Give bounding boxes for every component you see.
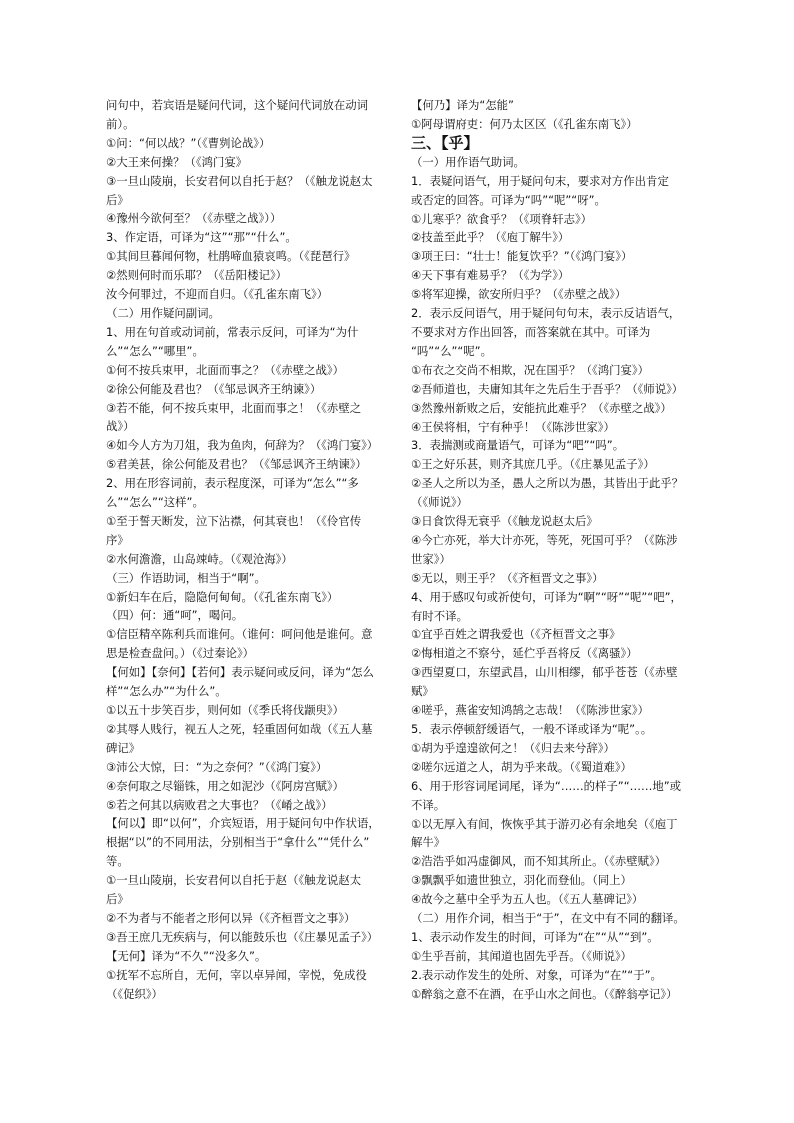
text-line: ④奈何取之尽锱铢，用之如泥沙（《阿房宫赋》） xyxy=(106,778,345,793)
text-line: ②大王来何操？（《鸿门宴》 xyxy=(106,154,248,169)
text-line: ①一旦山陵崩，长安君何以自托于赵（《触龙说赵太 xyxy=(106,873,362,888)
text-line: ①信臣精卒陈利兵而谁何。（谁何：呵问他是谁何。意 xyxy=(106,627,373,642)
text-line: 1．表疑问语气，用于疑问句末，要求对方作出肯定 xyxy=(411,173,669,188)
text-line: ②然则何时而乐耶？（《岳阳楼记》） xyxy=(106,268,288,283)
text-line: 1、用在句首或动词前，常表示反问，可译为“为什 xyxy=(106,324,359,339)
text-line: ②嗟尔远道之人，胡为乎来哉。（《蜀道难》） xyxy=(411,759,632,774)
text-line: ①问：“何以战？”（《曹刿论战》） xyxy=(106,135,271,150)
text-line: （《促织》） xyxy=(106,986,163,1001)
text-line: ③一旦山陵崩，长安君何以自托于赵？（《触龙说赵太 xyxy=(106,173,373,188)
text-line: ②技盖至此乎？（《庖丁解牛》） xyxy=(411,230,570,245)
section-heading: 三、【乎】 xyxy=(411,133,479,152)
text-line: ③项王曰：“壮士！能复饮乎？”（《鸿门宴》） xyxy=(411,249,633,264)
text-line: （二）用作疑问副词。 xyxy=(106,305,220,320)
text-line: ①阿母谓府吏：何乃太区区（《孔雀东南飞》） xyxy=(411,116,638,131)
text-line: ①以五十步笑百步，则何如（《季氏将伐颛臾》） xyxy=(106,703,345,717)
text-line: ④故今之墓中全乎为五人也。（《五人墓碑记》） xyxy=(411,892,644,907)
text-line: ④天下事有难易乎？（《为学》） xyxy=(411,268,570,283)
text-line: 样”“怎么办”“为什么”。 xyxy=(106,684,227,699)
text-line: 赋》 xyxy=(411,684,434,699)
text-line: ④豫州今欲何至？（《赤壁之战》）） xyxy=(106,211,282,226)
text-line: ⑤无以，则王乎？（《齐桓晋文之事》） xyxy=(411,570,604,585)
text-line: ③然豫州新败之后，安能抗此难乎？（《赤壁之战》） xyxy=(411,400,672,415)
text-line: ①新妇车在后，隐隐何甸甸。（《孔雀东南飞》） xyxy=(106,589,339,604)
text-line: ③飘飘乎如遗世独立，羽化而登仙。（同上） xyxy=(411,873,632,888)
text-line: ③吾王庶几无疾病与，何以能鼓乐也（《庄暴见孟子》） xyxy=(106,929,379,944)
text-line: （四）何：通“呵”，喝问。 xyxy=(106,608,244,623)
text-line: ①布衣之交尚不相欺，况在国乎？（《鸿门宴》） xyxy=(411,362,650,377)
text-line: 战》） xyxy=(106,419,135,434)
text-line: 6、用于形容词尾词尾，译为“……的样子”“……地”或 xyxy=(411,778,682,793)
text-line: ②吾师道也，夫庸知其年之先后生于吾乎？（《师说》） xyxy=(411,381,684,396)
text-line: 3．表揣测或商量语气，可译为“吧”“吗”。 xyxy=(411,438,625,453)
text-line: ①宜乎百姓之谓我爱也（《齐桓晋文之事》 xyxy=(411,627,621,642)
text-line: 序》 xyxy=(106,532,129,547)
text-line: ③若不能，何不按兵束甲，北面而事之！（《赤壁之 xyxy=(106,400,362,415)
text-line: 等。 xyxy=(106,854,129,869)
text-line: （一）用作语气助词。 xyxy=(411,154,525,169)
text-line: ①生乎吾前，其闻道也固先乎吾。（《师说》） xyxy=(411,948,632,963)
text-line: 2.表示动作发生的处所、对象，可译为“在”“于”。 xyxy=(411,967,662,982)
text-line: ②悔相道之不察兮，延伫乎吾将反（《离骚》） xyxy=(411,646,638,661)
right-column xyxy=(411,96,699,1004)
text-line: 思是检查盘问。）（《过秦论》） xyxy=(106,646,255,661)
text-line: 【何如】【奈何】【若何】表示疑问或反问，译为“怎么 xyxy=(106,665,374,680)
text-line: “吗”“么”“呢”。 xyxy=(411,343,492,358)
text-line: ①何不按兵束甲，北面而事之？（《赤壁之战》） xyxy=(106,362,345,377)
text-line: 【何以】即“以何”，介宾短语，用于疑问句中作状语， xyxy=(106,816,380,831)
text-line: 有时不译。 xyxy=(411,608,468,623)
text-line: ③日食饮得无衰乎（《触龙说赵太后》 xyxy=(411,514,598,529)
text-line: 4、用于感叹句或祈使句，可译为“啊”“呀”“呢”“吧”， xyxy=(411,589,682,604)
text-line: ②浩浩乎如冯虚御风，而不知其所止。（《赤壁赋》） xyxy=(411,854,667,869)
text-line: ②徐公何能及君也？（《邹忌讽齐王纳谏》） xyxy=(106,381,322,396)
text-line: ④王侯将相，宁有种乎！（《陈涉世家》） xyxy=(411,419,615,434)
text-line: （二）用作介词，相当于“于”，在文中有不同的翻译。 xyxy=(411,911,685,926)
text-line: 后》 xyxy=(106,892,129,907)
text-line: 1、表示动作发生的时间，可译为“在”“从”“到”。 xyxy=(411,929,659,944)
text-line: 不译。 xyxy=(411,797,446,812)
text-line: ①儿寒乎？欲食乎？（《项脊轩志》） xyxy=(411,211,593,226)
text-line: 么”“怎么”“这样”。 xyxy=(106,495,204,510)
text-line: ①抚军不忘所自，无何，宰以卓异闻，宰悦，免成役 xyxy=(106,967,367,982)
text-line: ③西望夏口，东望武昌，山川相缪，郁乎苍苍（《赤壁 xyxy=(411,665,678,680)
text-line: ②水何澹澹，山岛竦峙。（《观沧海》） xyxy=(106,551,293,566)
text-line: 后》 xyxy=(106,192,129,207)
text-line: ④嗟乎，燕雀安知鸿鹄之志哉！（《陈涉世家》） xyxy=(411,703,650,718)
text-line: ②圣人之所以为圣，愚人之所以为愚，其皆出于此乎？ xyxy=(411,476,684,491)
text-line: ①醉翁之意不在酒，在乎山水之间也。（《醉翁亭记》） xyxy=(411,986,678,1001)
text-line: ②不为者与不能者之形何以异（《齐桓晋文之事》） xyxy=(106,910,356,925)
text-line: 根据“以”的不同用法，分别相当于“拿什么”“凭什么” xyxy=(106,835,370,850)
text-line: ⑤若之何其以病败君之大事也？（《崤之战》） xyxy=(106,797,333,812)
text-line: 3、作定语，可译为“这”“那”“什么”。 xyxy=(106,230,297,245)
text-line: 问句中，若宾语是疑问代词，这个疑问代词放在动词 xyxy=(106,98,368,112)
text-line: 世家》） xyxy=(411,551,451,566)
text-line: ①胡为乎遑遑欲何之！（《归去来兮辞》） xyxy=(411,740,615,755)
left-column xyxy=(106,96,394,1004)
text-line: （《师说》） xyxy=(411,495,468,510)
text-line: ④今亡亦死，举大计亦死，等死，死国可乎？（《陈涉 xyxy=(411,532,678,547)
text-line: ②其辱人贱行，视五人之死，轻重固何如哉（《五人墓 xyxy=(106,721,373,736)
text-line: 2．表示反问语气，用于疑问句句末，表示反诘语气， xyxy=(411,306,681,321)
text-line: 解牛》 xyxy=(411,835,446,850)
text-line: ①其间旦暮闻何物，杜鹃啼血猿哀鸣。（《琵琶行》 xyxy=(106,249,356,264)
text-line: ③沛公大惊，曰：“为之奈何？”（《鸿门宴》） xyxy=(106,759,328,774)
text-line: 【何乃】译为“怎能” xyxy=(411,98,514,112)
text-line: ⑤将军迎操，欲安所归乎？（《赤壁之战》） xyxy=(411,287,627,302)
text-line: 么”“怎么”“哪里”。 xyxy=(106,343,204,358)
text-line: （三）作语助词，相当于“啊”。 xyxy=(106,570,266,585)
text-line: 或否定的回答。可译为“吗”“呢”“呀”。 xyxy=(411,192,606,207)
text-line: ①以无厚入有间，恢恢乎其于游刃必有余地矣（《庖丁 xyxy=(411,816,678,831)
text-line: ④如今人方为刀俎，我为鱼肉，何辞为？（《鸿门宴》） xyxy=(106,438,379,453)
text-line: ①王之好乐甚，则齐其庶几乎。（《庄暴见孟子》） xyxy=(411,457,655,472)
text-line: 汝今何罪过，不迎而自归。（《孔雀东南飞》） xyxy=(106,287,329,302)
text-line: 前）。 xyxy=(106,116,135,131)
text-line: ⑤君美甚，徐公何能及君也？（《邹忌讽齐王纳谏》） xyxy=(106,457,367,472)
text-line: ①至于誓天断发，泣下沾襟，何其衰也！（《伶官传 xyxy=(106,513,362,528)
text-line: 2、用在形容词前，表示程度深，可译为“怎么”“多 xyxy=(106,476,359,491)
text-line: 不要求对方作出回答，而答案就在其中。可译为 xyxy=(411,324,651,339)
text-line: 【无何】译为“不久”“没多久”。 xyxy=(106,948,267,963)
text-line: 碑记》 xyxy=(106,740,141,755)
text-line: 5．表示停顿舒缓语气，一般不译或译为“呢”。。 xyxy=(411,722,653,736)
